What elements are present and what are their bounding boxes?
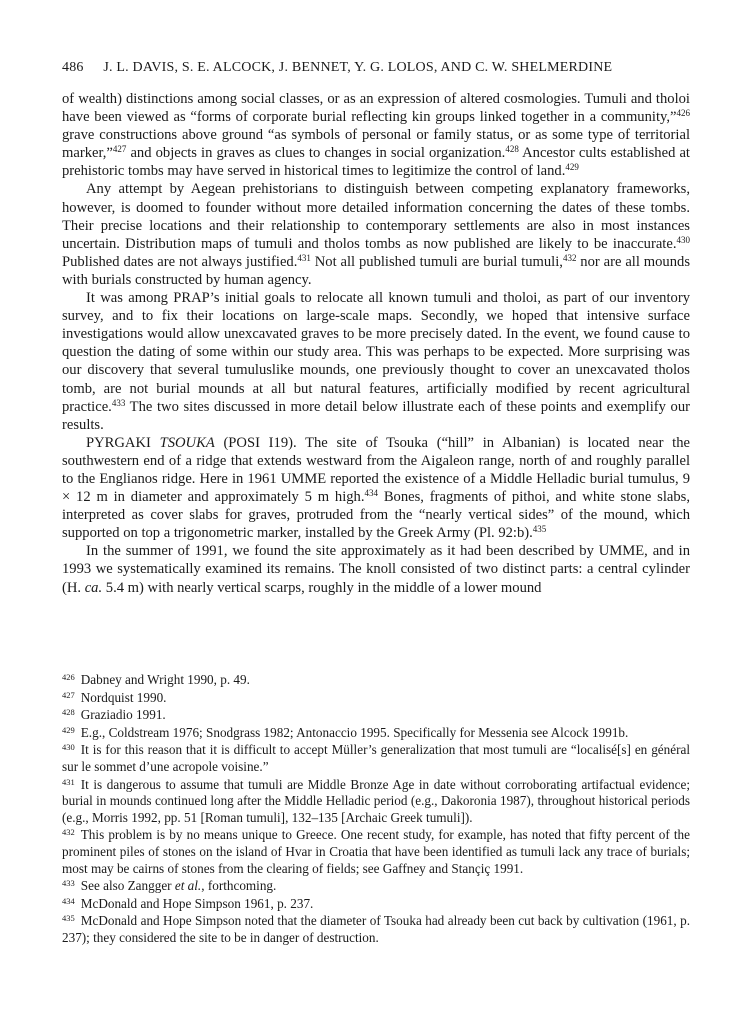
footnote-ref: 431 <box>297 252 311 263</box>
footnote-number: 431 <box>62 776 75 787</box>
footnote-ref: 435 <box>532 524 547 535</box>
footnote-ref: 427 <box>112 144 127 155</box>
page-number: 486 <box>62 60 84 75</box>
text-run: It is dangerous to assume that tumuli are Middle Bronze Age in date without corroborating artifactual evidence; burial in mounds continued long after the Middle Helladic period (e.g., Dakoronia 1987), throughout historical periods (e.g., Morris 1992, pp. 51 [Roman tumuli], 132–135 [Archaic Greek tumuli]). <box>62 776 690 825</box>
footnote-number: 428 <box>62 707 75 718</box>
text-run: Nordquist 1990. <box>80 689 167 705</box>
text-run: nor are all mounds with burials constructed by human agency. <box>62 253 690 288</box>
text-run: Bones, fragments of pithoi, and white stone slabs, interpreted as cover slabs for graves, protruded from the “nearly vertical sides” of the mound, which supported on top a trigonometric marker, installed by the Greek Army (Pl. 92:b). <box>62 489 690 542</box>
footnote <box>62 827 690 877</box>
footnote-number: 427 <box>62 689 75 700</box>
footnote-number: 426 <box>62 672 75 682</box>
text-run: Any attempt by Aegean prehistorians to distinguish between competing explanatory frameworks, however, is doomed to founder without more detailed information concerning the dates of these tombs. Their precise locations and their relationship to contemporary settlements are also in most instances uncertain. Distribution maps of tumuli and tholos tombs as now published are likely to be inaccurate. <box>62 181 690 252</box>
paragraph <box>62 542 690 596</box>
footnote-number: 435 <box>62 913 75 924</box>
footnote-ref: 433 <box>111 397 126 408</box>
footnote-number: 429 <box>62 724 75 735</box>
footnote <box>62 913 690 946</box>
italic-text: ca. <box>84 579 103 596</box>
text-run: McDonald and Hope Simpson noted that the diameter of Tsouka had already been cut back by cultivation (1961, p. 237); they considered the site to be in danger of destruction. <box>62 913 690 945</box>
italic-text: et al. <box>174 878 202 894</box>
footnote-number: 432 <box>62 827 75 838</box>
text-run: The two sites discussed in more detail below illustrate each of these points and exemplify our results. <box>62 398 690 433</box>
footnote <box>62 672 690 689</box>
text-run: Dabney and Wright 1990, p. 49. <box>80 672 250 687</box>
footnote-ref: 430 <box>676 234 690 245</box>
text-run: It is for this reason that it is difficult to accept Müller’s generalization that most tumuli are “localisé[s] en général sur le sommet d’une acropole voisine.” <box>62 742 690 774</box>
text-run: 5.4 m) with nearly vertical scarps, roughly in the middle of a lower mound <box>102 579 542 596</box>
running-header-authors: J. L. DAVIS, S. E. ALCOCK, J. BENNET, Y. G. LOLOS, AND C. W. SHELMERDINE <box>103 60 613 75</box>
paragraph <box>62 180 690 289</box>
footnote <box>62 742 690 775</box>
footnote-ref: 428 <box>505 144 519 155</box>
footnote-ref: 432 <box>562 252 577 263</box>
text-run: E.g., Coldstream 1976; Snodgrass 1982; Antonaccio 1995. Specifically for Messenia see Alcock 1991b. <box>80 724 629 740</box>
footnote-ref: 426 <box>676 108 690 119</box>
footnote <box>62 707 690 724</box>
paragraph <box>62 434 690 543</box>
text-run: Ancestor cults established at prehistoric tombs may have served in historical times to legitimize the control of land. <box>62 145 690 180</box>
text-run: In the summer of 1991, we found the site approximately as it had been described by UMME, and in 1993 we systematically examined its remains. The knoll consisted of two distinct parts: a central cylinder (H. <box>62 543 690 596</box>
footnote-ref: 429 <box>565 162 579 173</box>
footnote-number: 434 <box>62 895 75 906</box>
text-run: Graziadio 1991. <box>80 707 166 723</box>
text-run: and objects in graves as clues to changes in social organization. <box>126 145 506 162</box>
footnote <box>62 896 690 913</box>
text-run: grave constructions above ground “as symbols of personal or family status, or as some type of territorial marker,” <box>62 127 690 162</box>
footnote-number: 430 <box>62 742 75 753</box>
text-run: (POSI I19). The site of Tsouka (“hill” in Albanian) is located near the southwestern end of a ridge that extends westward from the Aigaleon range, north of and roughly parallel to the Englianos ridge. Here in 1961 UMME reported the existence of a Middle Helladic burial tumulus, 9 × 12 m in diameter and approximately 5 m high. <box>62 434 690 506</box>
text-run: , forthcoming. <box>201 878 277 894</box>
text-run: Not all published tumuli are burial tumuli, <box>310 253 563 270</box>
footnote <box>62 777 690 827</box>
text-run: It was among PRAP’s initial goals to relocate all known tumuli and tholoi, as part of our inventory survey, and to fix their locations on large-scale maps. Secondly, we hoped that intensive surface investigations would allow unexcavated graves to be more precisely dated. In the event, we found cause to question the dating of some within our study area. This was perhaps to be expected. More surprising was our discovery that several tumuluslike mounds, one previously thought to cover an unexcavated tholos tomb, are not burial mounds at all but natural features, artificially modified by recent agricultural practice. <box>62 290 690 415</box>
text-run: Published dates are not always justified. <box>62 253 298 270</box>
text-run: This problem is by no means unique to Greece. One recent study, for example, has noted that fifty percent of the prominent piles of stones on the island of Hvar in Croatia that have been identified as tumuli lack any trace of burials; most may be cairns of stones from the clearing of fields; see Gaffney and Stançiç 1991. <box>62 827 690 876</box>
footnote-ref: 434 <box>364 488 378 499</box>
paragraph <box>62 289 690 434</box>
text-run: See also Zangger <box>80 878 175 894</box>
footnote <box>62 725 690 742</box>
body-text <box>62 90 690 597</box>
footnote <box>62 690 690 707</box>
italic-text: TSOUKA <box>159 434 215 451</box>
paragraph <box>62 90 690 180</box>
footnotes <box>62 672 690 948</box>
footnote-number: 433 <box>62 878 75 889</box>
running-header <box>62 60 702 76</box>
text-run: of wealth) distinctions among social classes, or as an expression of altered cosmologies. Tumuli and tholoi have been viewed as “forms of corporate burial reflecting kin groups linked together in a community,” <box>62 91 690 126</box>
text-run: PYRGAKI <box>86 434 160 451</box>
text-run: McDonald and Hope Simpson 1961, p. 237. <box>80 895 314 911</box>
footnote <box>62 878 690 895</box>
